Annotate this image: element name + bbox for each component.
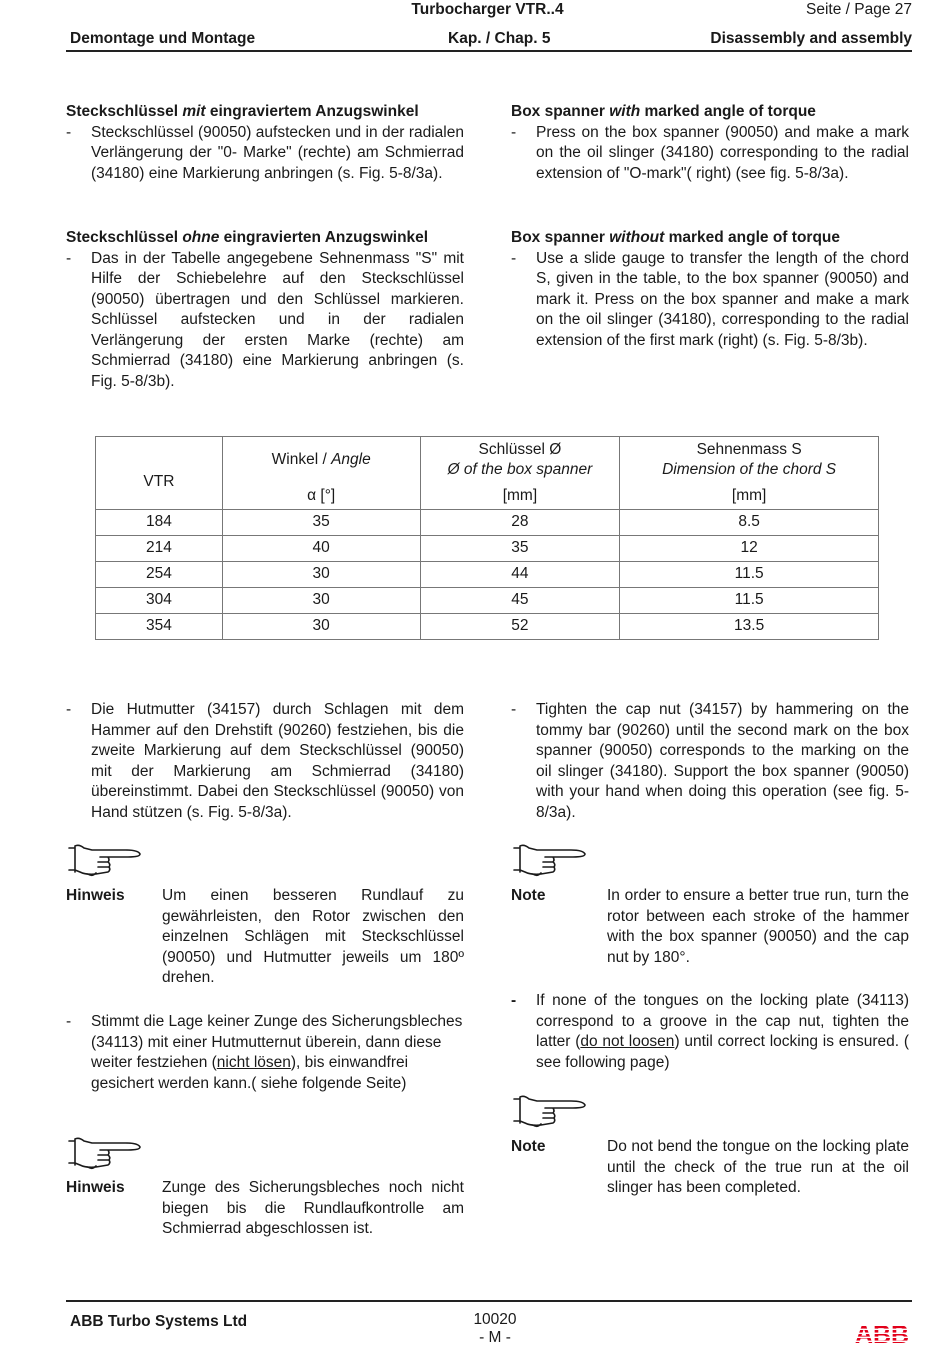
header-vtr: VTR <box>96 437 223 510</box>
table-header-row <box>96 437 879 484</box>
header-chord: Sehnenmass S Dimension of the chord S <box>620 437 879 484</box>
cell-key: 52 <box>420 614 620 640</box>
note-text: Um einen besseren Rundlauf zu gewährleisten, den Rotor zwischen den einzelnen Schlägen mit Steckschlüssel (90050) und Hutmutter jeweils um 180º drehen. <box>162 887 464 986</box>
sec1-de-heading: Steckschlüssel mit eingraviertem Anzugswinkel <box>66 103 419 120</box>
table-row <box>96 588 879 614</box>
table-row <box>96 510 879 536</box>
cell-key: 44 <box>420 562 620 588</box>
sec3-en <box>511 700 909 823</box>
cell-vtr: 354 <box>96 614 223 640</box>
table-row <box>96 562 879 588</box>
unit-key: [mm] <box>420 483 620 510</box>
note-label: Hinweis <box>66 1179 125 1196</box>
cell-key: 35 <box>420 536 620 562</box>
cell-chord: 8.5 <box>620 510 879 536</box>
footer-rule <box>66 1300 912 1302</box>
unit-chord: [mm] <box>620 483 879 510</box>
note-label: Note <box>511 1138 546 1155</box>
cell-vtr: 254 <box>96 562 223 588</box>
table-row <box>96 536 879 562</box>
company-name: ABB Turbo Systems Ltd <box>70 1313 248 1330</box>
abb-logo <box>852 1322 912 1346</box>
sec3-en-bullet: - Tighten the cap nut (34157) by hammering on the tommy bar (90260) until the second mark on the box spanner (90050) corresponds to the marking on the oil slinger (34180). Support the box spanner (90050) with your hand when doing this operation (see fig. 5-8/3a). <box>511 701 909 821</box>
sec2-en <box>511 228 909 351</box>
sec1-de <box>66 102 464 184</box>
section-title-de: Demontage und Montage <box>70 30 256 47</box>
cell-chord: 11.5 <box>620 588 879 614</box>
note-text: Do not bend the tongue on the locking plate until the check of the true run at the oil slinger has been completed. <box>607 1138 909 1196</box>
sec1-en-bullet: - Press on the box spanner (90050) and make a mark on the oil slinger (34180) corresponding to the radial extension of "O-mark"( right) (see fig. 5-8/3a). <box>511 123 909 182</box>
cell-angle: 40 <box>222 536 420 562</box>
sec2-de-bullet: - Das in der Tabelle angegebene Sehnenmass "S" mit Hilfe der Schiebelehre auf den Steckschlüssel (90050) übertragen und den Schlüssel markieren. Schlüssel aufstecken und in der radialen Verlängerung der ersten Marke (rechte) am Schmierrad (34180) eine Markierung anbringen (s. Fig. 5-8/3b). <box>66 249 464 390</box>
pointing-hand-icon <box>66 842 144 880</box>
note2-de <box>66 1178 464 1240</box>
sec1-en <box>511 102 909 184</box>
sec1-en-heading: Box spanner with marked angle of torque <box>511 103 816 120</box>
sec2-de <box>66 228 464 392</box>
document-number: 10020 - M - <box>473 1311 517 1346</box>
pointing-hand-icon <box>66 1135 144 1173</box>
svg-text:ABB: ABB <box>854 1322 910 1346</box>
pointing-hand-icon <box>511 1093 589 1131</box>
note1-en <box>511 886 909 968</box>
cell-chord: 13.5 <box>620 614 879 640</box>
cell-key: 45 <box>420 588 620 614</box>
chapter-label: Kap. / Chap. 5 <box>448 30 551 47</box>
cell-angle: 30 <box>222 588 420 614</box>
header-rule <box>66 50 912 52</box>
sec3-de <box>66 700 464 823</box>
note-text: In order to ensure a better true run, turn the rotor between each stroke of the hammer with the box spanner (90050) and the cap nut by 180°. <box>607 887 909 966</box>
sec4-en-bullet: - If none of the tongues on the locking plate (34113) correspond to a groove in the cap nut, tighten the latter (do not loosen) until correct locking is ensured. ( see following page) <box>511 992 909 1071</box>
table-row <box>96 614 879 640</box>
cell-vtr: 214 <box>96 536 223 562</box>
sec2-en-heading: Box spanner without marked angle of torque <box>511 229 840 246</box>
cell-chord: 12 <box>620 536 879 562</box>
header-key: Schlüssel Ø Ø of the box spanner <box>420 437 620 484</box>
page-number: Seite / Page 27 <box>806 1 912 18</box>
sec2-en-bullet: - Use a slide gauge to transfer the length of the chord S, given in the table, to the box spanner (90050) and mark it. Press on the box spanner and make a mark on the oil slinger (34180), corresponding to the radial extension of the first mark (right) (s. Fig. 5-8/3b). <box>511 249 909 349</box>
note-label: Note <box>511 887 546 904</box>
unit-angle: α [°] <box>222 483 420 510</box>
note2-en <box>511 1137 909 1199</box>
cell-vtr: 184 <box>96 510 223 536</box>
sec3-de-bullet: - Die Hutmutter (34157) durch Schlagen mit dem Hammer auf den Drehstift (90260) festziehen, bis die zweite Markierung auf dem Steckschlüssel (90050) mit der Markierung am Schmierrad (34180) übereinstimmt. Dabei den Steckschlüssel (90050) von Hand stützen (s. Fig. 5-8/3a). <box>66 701 464 821</box>
cell-angle: 30 <box>222 562 420 588</box>
document-title: Turbocharger VTR..4 <box>411 1 564 18</box>
cell-chord: 11.5 <box>620 562 879 588</box>
pointing-hand-icon <box>511 842 589 880</box>
section-title-en: Disassembly and assembly <box>710 30 912 47</box>
note-label: Hinweis <box>66 887 125 904</box>
sec1-de-bullet: - Steckschlüssel (90050) aufstecken und in der radialen Verlängerung der "0- Marke" (rechte) am Schmierrad (34180) eine Markierung anbringen (s. Fig. 5-8/3a). <box>66 123 464 182</box>
sec4-en <box>511 991 909 1073</box>
cell-key: 28 <box>420 510 620 536</box>
sec4-de <box>66 1012 464 1094</box>
cell-angle: 35 <box>222 510 420 536</box>
sec2-de-heading: Steckschlüssel ohne eingravierten Anzugswinkel <box>66 229 429 246</box>
sec4-de-bullet: - Stimmt die Lage keiner Zunge des Sicherungsbleches (34113) mit einer Hutmutternut überein, dann diese weiter festziehen (nicht lösen), bis einwandfrei gesichert werden kann.( siehe folgende Seite) <box>66 1013 463 1092</box>
note-text: Zunge des Sicherungsbleches noch nicht biegen bis die Rundlaufkontrolle am Schmierrad abgeschlossen ist. <box>162 1179 464 1237</box>
spanner-table <box>95 436 879 640</box>
note1-de <box>66 886 464 989</box>
cell-angle: 30 <box>222 614 420 640</box>
cell-vtr: 304 <box>96 588 223 614</box>
header-angle: Winkel / Angle <box>222 437 420 484</box>
